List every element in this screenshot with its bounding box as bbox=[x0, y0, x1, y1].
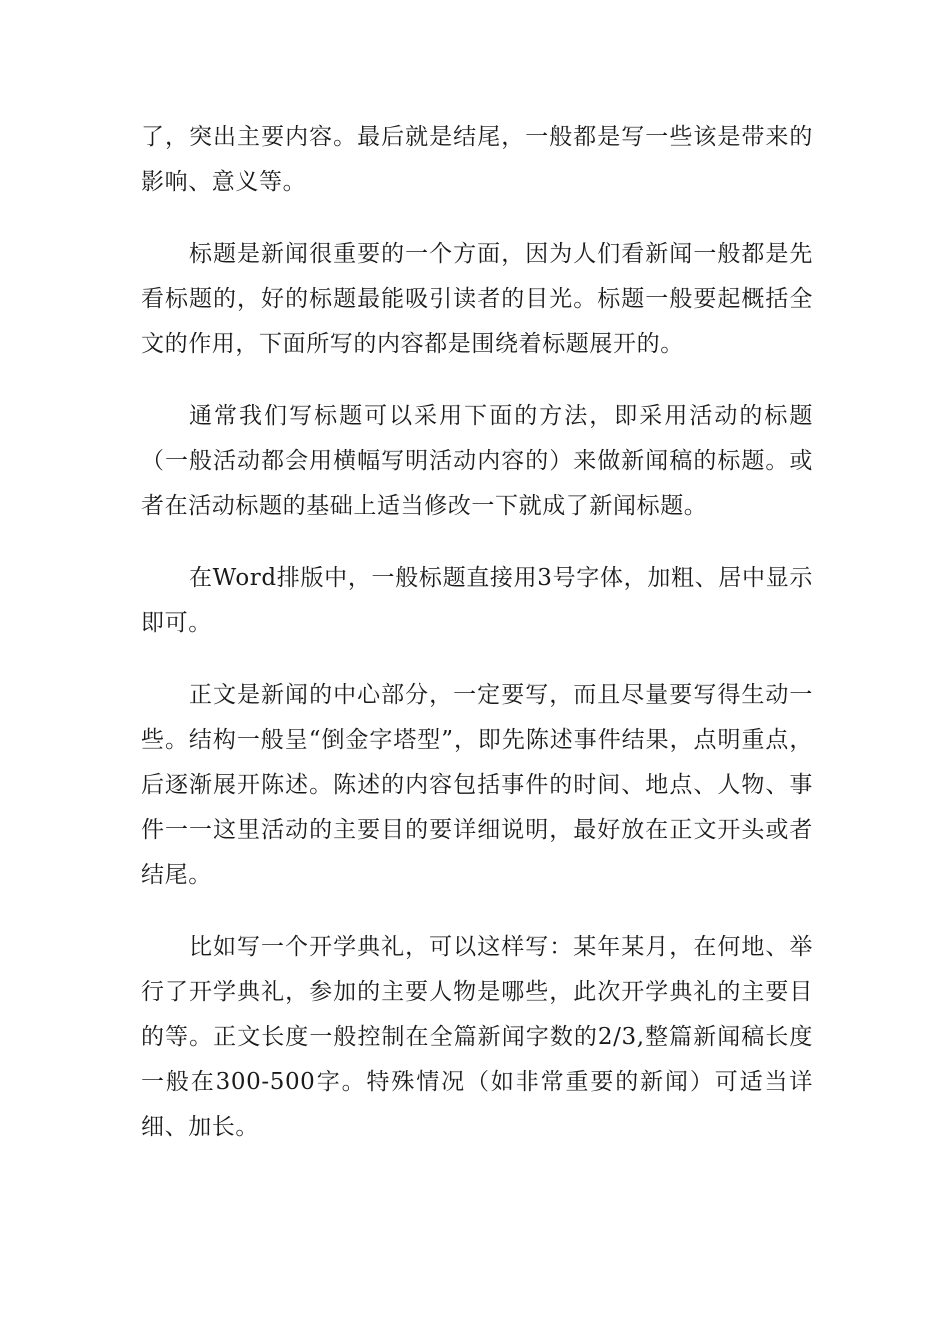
paragraph-word-formatting: 在Word排版中，一般标题直接用3号字体，加粗、居中显示即可。 bbox=[141, 565, 813, 636]
paragraph-title-method: 通常我们写标题可以采用下面的方法，即采用活动的标题（一般活动都会用横幅写明活动内容的）来做新闻稿的标题。或者在活动标题的基础上适当修改一下就成了新闻标题。 bbox=[141, 403, 813, 519]
paragraph-continuation: 了，突出主要内容。最后就是结尾，一般都是写一些该是带来的影响、意义等。 bbox=[141, 124, 813, 195]
paragraph-body-structure: 正文是新闻的中心部分，一定要写，而且尽量要写得生动一些。结构一般呈“倒金字塔型”，即先陈述事件结果，点明重点，后逐渐展开陈述。陈述的内容包括事件的时间、地点、人物、事件一一这里活动的主要目的要详细说明，最好放在正文开头或者结尾。 bbox=[141, 682, 813, 888]
document-body bbox=[141, 115, 813, 1177]
paragraph-example: 比如写一个开学典礼，可以这样写：某年某月，在何地、举行了开学典礼，参加的主要人物是哪些，此次开学典礼的主要目的等。正文长度一般控制在全篇新闻字数的2/3,整篇新闻稿长度一般在300-500字。特殊情况（如非常重要的新闻）可适当详细、加长。 bbox=[141, 934, 813, 1140]
paragraph-title-importance: 标题是新闻很重要的一个方面，因为人们看新闻一般都是先看标题的，好的标题最能吸引读者的目光。标题一般要起概括全文的作用，下面所写的内容都是围绕着标题展开的。 bbox=[141, 241, 813, 357]
